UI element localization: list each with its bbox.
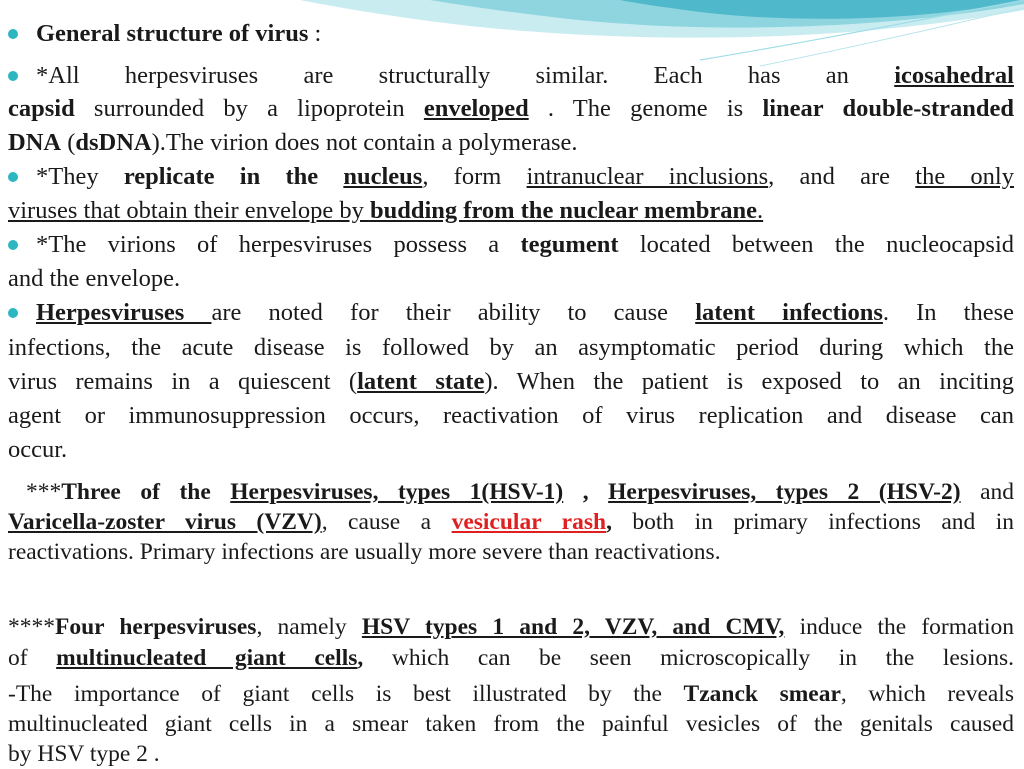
paragraph-line: agent or immunosuppression occurs, reactivation of virus replication and disease can [8,402,1014,429]
paragraph-line: ****Four herpesviruses, namely HSV types 1 and 2, VZV, and CMV, induce the formation [8,614,1014,640]
paragraph-line: of multinucleated giant cells, which can be seen microscopically in the lesions. [8,645,1014,671]
paragraph-line: multinucleated giant cells in a smear taken from the painful vesicles of the genitals caused [8,711,1014,737]
paragraph-line: viruses that obtain their envelope by budding from the nuclear membrane. [8,197,764,224]
heading-line: General structure of virus : [8,17,1014,51]
paragraph-line: occur. [8,436,68,463]
paragraph-line: Varicella-zoster virus (VZV), cause a vesicular rash, both in primary infections and in [8,509,1014,535]
heading-title: General structure of virus [36,20,309,47]
paragraph-line: virus remains in a quiescent (latent state). When the patient is exposed to an inciting [8,368,1014,395]
paragraph-line: by HSV type 2 . [8,741,160,767]
paragraph-line: -The importance of giant cells is best illustrated by the Tzanck smear, which reveals [8,681,1014,707]
paragraph-line: capsid surrounded by a lipoprotein enveloped . The genome is linear double-stranded [8,95,1014,122]
paragraph-line: Herpesviruses are noted for their ability to cause latent infections. In these [8,296,1014,330]
paragraph-line: and the envelope. [8,265,181,292]
paragraph-line: infections, the acute disease is followed by an asymptomatic period during which the [8,334,1014,361]
paragraph-line: reactivations. Primary infections are usually more severe than reactivations. [8,539,721,565]
paragraph-line: DNA (dsDNA).The virion does not contain a polymerase. [8,129,578,156]
paragraph-line: *All herpesviruses are structurally similar. Each has an icosahedral [8,59,1014,93]
paragraph-line: ***Three of the Herpesviruses, types 1(HSV-1) , Herpesviruses, types 2 (HSV-2) and [26,479,1014,505]
paragraph-line: *They replicate in the nucleus, form intranuclear inclusions, and are the only [8,160,1014,194]
paragraph-line: *The virions of herpesviruses possess a tegument located between the nucleocapsid [8,228,1014,262]
